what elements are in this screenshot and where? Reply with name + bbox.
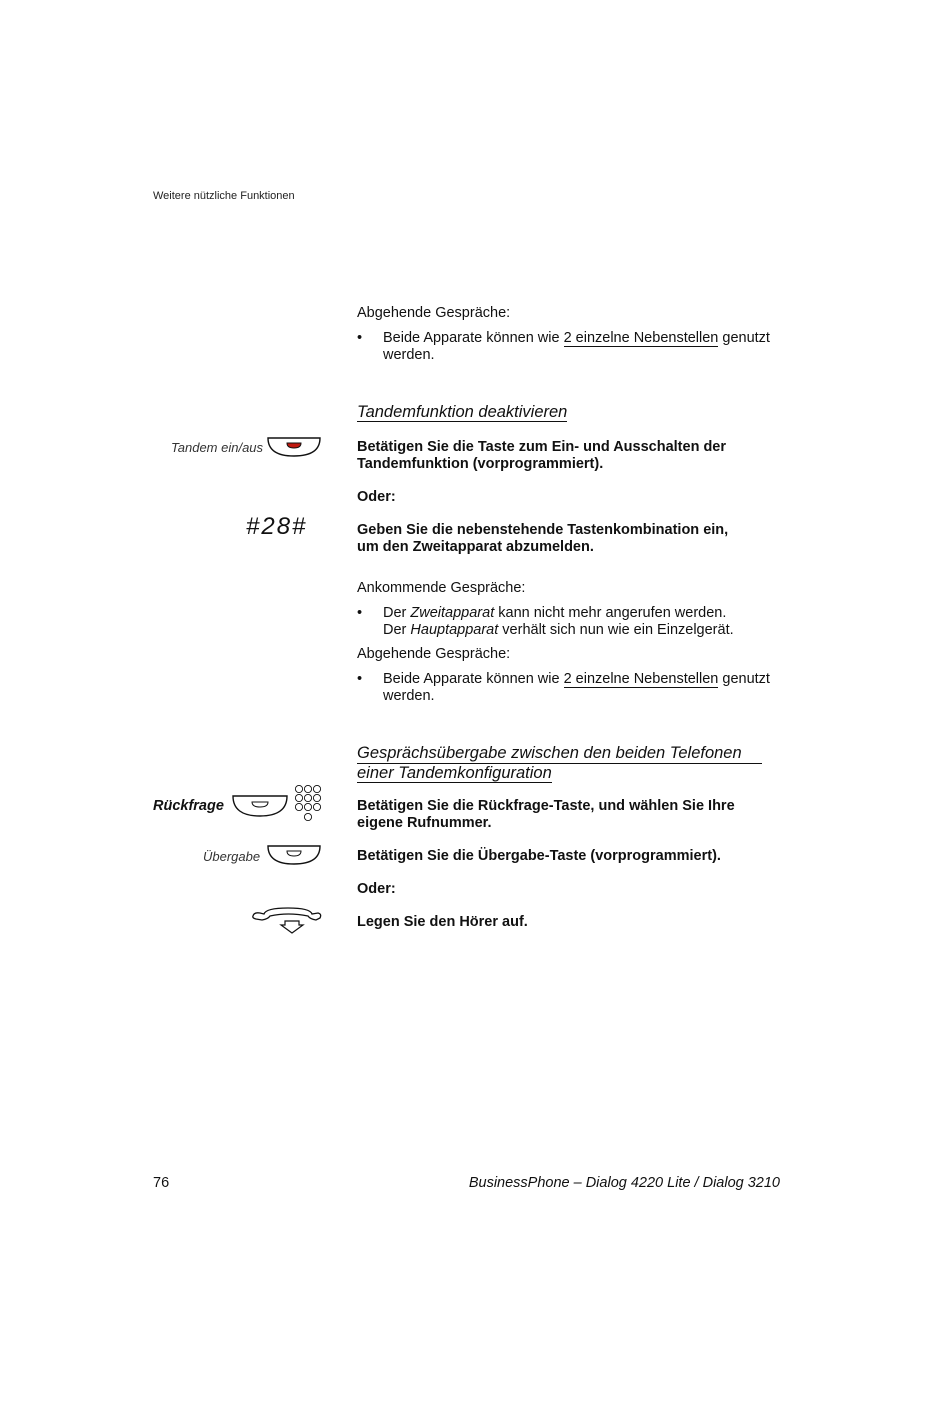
section-heading-transfer: Gesprächsübergabe zwischen den beiden Telefonen einer Tandemkonfiguration <box>357 744 762 783</box>
section-heading-tandem-off: Tandemfunktion deaktivieren <box>357 403 568 421</box>
key-code: #28# <box>246 513 308 540</box>
step-hang-up: Legen Sie den Hörer auf. <box>357 914 528 930</box>
outgoing-label: Abgehende Gespräche: <box>357 305 511 321</box>
or-label-1: Oder: <box>357 489 396 505</box>
step-press-inquiry: Betätigen Sie die Rückfrage-Taste, und wählen Sie Ihre eigene Rufnummer. <box>357 798 735 831</box>
running-head: Weitere nützliche Funktionen <box>153 190 295 202</box>
tandem-key-icon <box>267 436 321 458</box>
or-label-2: Oder: <box>357 881 396 897</box>
bullet-text: Beide Apparate können wie 2 einzelne Nebenstellen genutzt werden. <box>383 330 770 363</box>
handset-hang-up-icon <box>250 904 322 934</box>
bullet-dot: • <box>357 330 363 346</box>
outgoing-bullet-text-2: Beide Apparate können wie 2 einzelne Nebenstellen genutzt werden. <box>383 671 770 704</box>
bullet-dot: • <box>357 605 363 621</box>
transfer-key-label: Übergabe <box>203 849 261 864</box>
page-number: 76 <box>153 1175 170 1191</box>
step-press-transfer: Betätigen Sie die Übergabe-Taste (vorprogrammiert). <box>357 848 721 864</box>
tandem-key-label: Tandem ein/aus <box>171 440 264 455</box>
step-press-tandem-key: Betätigen Sie die Taste zum Ein- und Ausschalten der Tandemfunktion (vorprogrammiert). <box>357 439 727 472</box>
footer-product-title: BusinessPhone – Dialog 4220 Lite / Dialog 3210 <box>468 1175 780 1191</box>
step-enter-code: Geben Sie die nebenstehende Tastenkombination ein, um den Zweitapparat abzumelden. <box>357 522 729 555</box>
inquiry-key-label: Rückfrage <box>153 798 224 814</box>
bullet-dot: • <box>357 671 363 687</box>
outgoing-label-2: Abgehende Gespräche: <box>357 646 511 662</box>
incoming-label: Ankommende Gespräche: <box>357 580 526 596</box>
incoming-bullet-text: Der Zweitapparat kann nicht mehr angerufen werden. Der Hauptapparat verhält sich nun wie ein Einzelgerät. <box>383 605 734 638</box>
crossref-link[interactable]: 2 einzelne Nebenstellen <box>563 330 719 346</box>
keypad-icon <box>293 783 325 825</box>
crossref-link-2[interactable]: 2 einzelne Nebenstellen <box>563 671 719 687</box>
transfer-key-icon <box>267 844 321 866</box>
inquiry-key-icon <box>232 794 288 818</box>
